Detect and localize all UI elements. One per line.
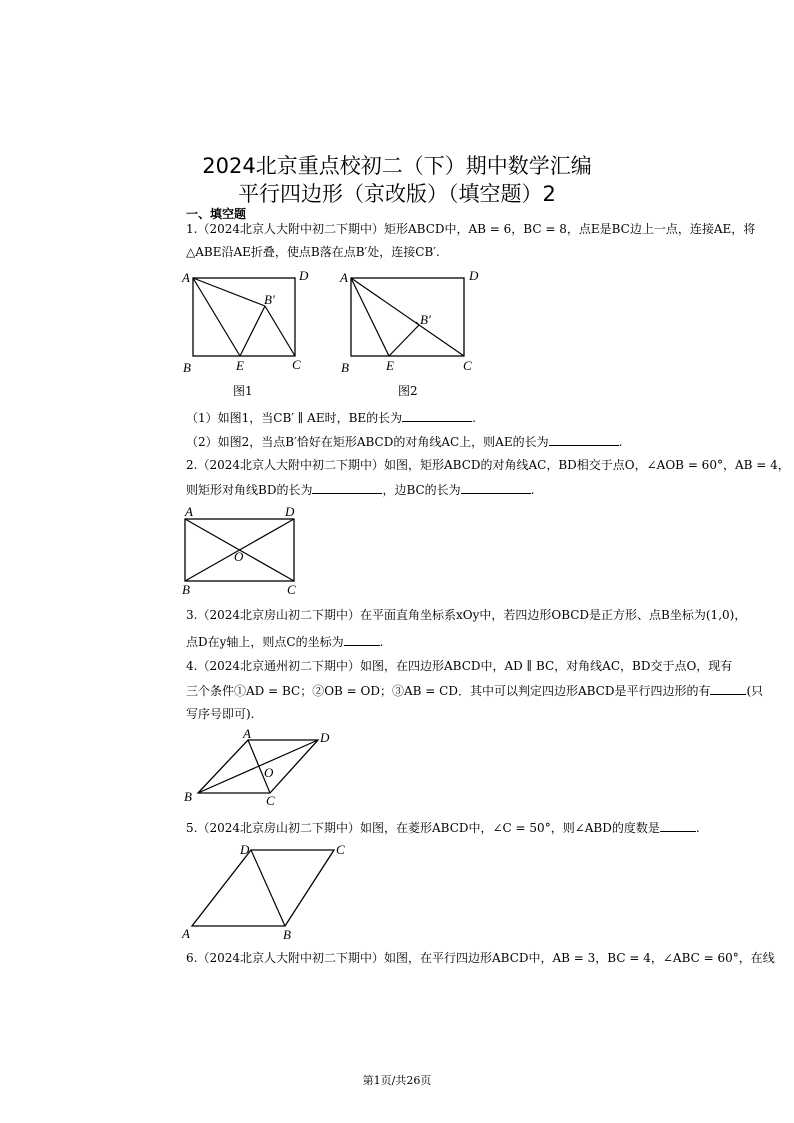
answer-blank[interactable] — [710, 682, 746, 695]
fig1-label-A: A — [182, 270, 190, 285]
fig2-segment-BpE — [389, 325, 419, 356]
q3-text-line1: 3.（2024北京房山初二下期中）在平面直角坐标系xOy中，若四边形OBCD是正方形、点B坐标为(1,0)， — [186, 608, 747, 622]
q4-label-C: C — [266, 793, 275, 808]
q4-figure — [180, 728, 340, 810]
q2-text-line1: 2.（2024北京人大附中初二下期中）如图，矩形ABCD的对角线AC，BD相交于点O，∠AOB = 60°，AB = 4， — [186, 458, 790, 472]
q2-label-C: C — [287, 582, 296, 597]
q4-diagonal-BD — [198, 740, 318, 793]
q4-text-line3: 写序号即可). — [186, 707, 255, 721]
fig1-caption: 图1 — [233, 384, 253, 398]
fig2-label-D: D — [469, 268, 479, 283]
fig1-label-Bp: B′ — [264, 292, 275, 307]
q5-figure — [180, 840, 355, 945]
q2-text-line2a: 则矩形对角线BD的长为 — [186, 483, 313, 497]
q5-rhombus — [192, 850, 334, 926]
q1-sub2: （2）如图2，当点B′恰好在矩形ABCD的对角线AC上，则AE的长为 . — [186, 435, 623, 449]
q5-label-C: C — [336, 842, 345, 857]
doc-title-line2: 平行四边形（京改版）（填空题）2 — [238, 182, 556, 206]
fig2-diagonal-AC — [351, 278, 464, 356]
q4-label-D: D — [320, 730, 330, 745]
q5-label-D: D — [240, 842, 250, 857]
fig1-label-C: C — [292, 357, 301, 372]
answer-blank[interactable] — [549, 433, 619, 446]
q4-text-line2a: 三个条件①AD = BC；②OB = OD；③AB = CD．其中可以判定四边形ABCD是平行四边形的有 — [186, 684, 711, 698]
q6-text-line1: 6.（2024北京人大附中初二下期中）如图，在平行四边形ABCD中，AB = 3，BC = 4，∠ABC = 60°，在线 — [186, 951, 775, 965]
q2-label-A: A — [185, 504, 193, 519]
fig1-rectangle — [193, 278, 295, 356]
q4-label-A: A — [243, 726, 251, 741]
q4-text-line1: 4.（2024北京通州初二下期中）如图，在四边形ABCD中，AD ∥ BC，对角线AC，BD交于点O，现有 — [186, 659, 733, 673]
fig1-label-D: D — [299, 268, 309, 283]
fig1-segment-AE — [193, 278, 240, 356]
q2-text-line2: 则矩形对角线BD的长为 ，边BC的长为 . — [186, 483, 535, 497]
section-heading: 一、填空题 — [186, 207, 247, 221]
fig1-label-E: E — [236, 358, 244, 373]
q5-diagonal-BD — [251, 850, 285, 926]
answer-blank[interactable] — [461, 481, 531, 494]
fig2-caption: 图2 — [398, 384, 418, 398]
q3-text-line2a: 点D在y轴上，则点C的坐标为 — [186, 635, 344, 649]
q3-text-line2: 点D在y轴上，则点C的坐标为 . — [186, 635, 384, 649]
fig1-label-B: B — [183, 360, 191, 375]
page-footer: 第1页/共26页 — [362, 1074, 432, 1087]
q1-text-line1: 1.（2024北京人大附中初二下期中）矩形ABCD中，AB = 6，BC = 8，点E是BC边上一点，连接AE，将 — [186, 222, 756, 236]
q1-sub2-text: （2）如图2，当点B′恰好在矩形ABCD的对角线AC上，则AE的长为 — [186, 435, 549, 449]
fig2-label-Bp: B′ — [420, 312, 431, 327]
q2-label-B: B — [182, 582, 190, 597]
fig2-segment-AE — [351, 278, 389, 356]
fig2-label-A: A — [340, 270, 348, 285]
q2-text-line2b: ，边BC的长为 — [382, 483, 461, 497]
q2-label-O: O — [234, 549, 244, 564]
q4-text-line2 — [186, 682, 763, 700]
q4-label-B: B — [184, 789, 192, 804]
q2-label-D: D — [285, 504, 295, 519]
q1-sub1-text: （1）如图1，当CB′ ∥ AE时，BE的长为 — [186, 411, 403, 425]
fig2-label-C: C — [463, 358, 472, 373]
fig1-segment-BpC — [265, 306, 295, 356]
q4-label-O: O — [264, 765, 274, 780]
q1-figure-2 — [338, 268, 488, 403]
q1-sub1: （1）如图1，当CB′ ∥ AE时，BE的长为 . — [186, 411, 476, 425]
q5-text-line1: 5.（2024北京房山初二下期中）如图，在菱形ABCD中，∠C = 50°，则∠ABD的度数是 . — [186, 821, 700, 835]
q4-text-line2b: (只 — [746, 684, 764, 698]
q5-label-B: B — [283, 927, 291, 942]
fig2-label-B: B — [341, 360, 349, 375]
answer-blank[interactable] — [312, 481, 382, 494]
q5-label-A: A — [182, 926, 190, 941]
q5-text-line1a: 5.（2024北京房山初二下期中）如图，在菱形ABCD中，∠C = 50°，则∠ABD的度数是 — [186, 821, 660, 835]
fig1-segment-ABp — [193, 278, 265, 306]
q2-figure — [180, 505, 310, 600]
q1-text-line2: △ABE沿AE折叠，使点B落在点B′处，连接CB′. — [186, 245, 440, 259]
fig2-label-E: E — [386, 358, 394, 373]
q1-figure-1 — [180, 268, 330, 403]
answer-blank[interactable] — [344, 633, 380, 646]
answer-blank[interactable] — [402, 409, 472, 422]
answer-blank[interactable] — [660, 819, 696, 832]
fig1-segment-BpE — [240, 306, 265, 356]
doc-title-line1: 2024北京重点校初二（下）期中数学汇编 — [202, 154, 592, 178]
